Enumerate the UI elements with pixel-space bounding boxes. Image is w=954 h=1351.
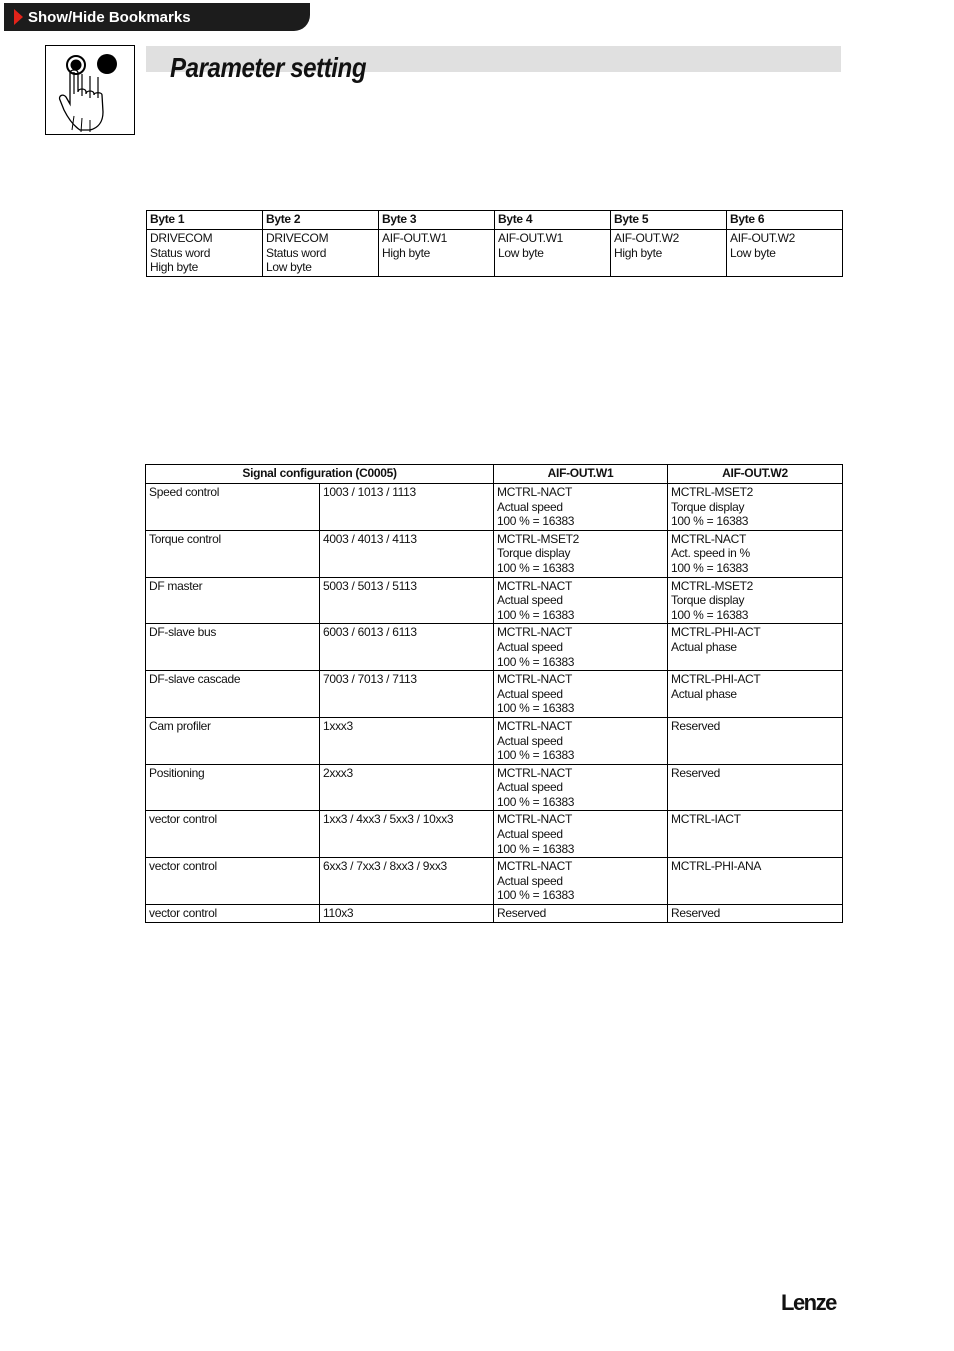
table-cell: MCTRL-NACT Actual speed 100 % = 16383: [494, 624, 668, 671]
table-cell: 6xx3 / 7xx3 / 8xx3 / 9xx3: [320, 858, 494, 905]
table-cell: DRIVECOM Status word High byte: [147, 230, 263, 277]
table-cell: MCTRL-MSET2 Torque display 100 % = 16383: [494, 530, 668, 577]
table-cell: MCTRL-PHI-ACT Actual phase: [668, 624, 843, 671]
table-cell: Torque control: [146, 530, 320, 577]
table-cell: MCTRL-NACT Actual speed 100 % = 16383: [494, 671, 668, 718]
table-row: [146, 764, 843, 811]
table-cell: Cam profiler: [146, 717, 320, 764]
table-cell: 2xxx3: [320, 764, 494, 811]
column-header: AIF-OUT.W1: [494, 465, 668, 484]
table-cell: MCTRL-NACT Act. speed in % 100 % = 16383: [668, 530, 843, 577]
bookmarks-label: Show/Hide Bookmarks: [28, 8, 191, 26]
table-row: [146, 484, 843, 531]
hand-pointing-icon: [45, 45, 135, 135]
table-cell: Reserved: [494, 905, 668, 923]
table-cell: MCTRL-PHI-ANA: [668, 858, 843, 905]
signal-configuration-table: [145, 464, 843, 923]
column-header: Byte 3: [379, 211, 495, 230]
table-row: [147, 230, 843, 277]
table-cell: DRIVECOM Status word Low byte: [263, 230, 379, 277]
table-cell: MCTRL-NACT Actual speed 100 % = 16383: [494, 764, 668, 811]
column-header: AIF-OUT.W2: [668, 465, 843, 484]
table-cell: Positioning: [146, 764, 320, 811]
table-cell: DF master: [146, 577, 320, 624]
table-row: [146, 530, 843, 577]
table-cell: MCTRL-NACT Actual speed 100 % = 16383: [494, 717, 668, 764]
lenze-logo: Lenze: [781, 1290, 836, 1315]
byte-table: [146, 210, 843, 277]
table-row: [146, 717, 843, 764]
table-cell: Speed control: [146, 484, 320, 531]
table-row: [146, 905, 843, 923]
column-header: Signal configuration (C0005): [146, 465, 494, 484]
table-cell: 5003 / 5013 / 5113: [320, 577, 494, 624]
show-hide-bookmarks-button[interactable]: [4, 3, 310, 31]
table-cell: 1003 / 1013 / 1113: [320, 484, 494, 531]
table-cell: Reserved: [668, 764, 843, 811]
table-cell: MCTRL-IACT: [668, 811, 843, 858]
table-cell: AIF-OUT.W1 High byte: [379, 230, 495, 277]
table-cell: DF-slave cascade: [146, 671, 320, 718]
column-header: Byte 4: [495, 211, 611, 230]
table-cell: vector control: [146, 858, 320, 905]
triangle-right-icon: [14, 9, 23, 25]
table-cell: AIF-OUT.W2 High byte: [611, 230, 727, 277]
column-header: Byte 5: [611, 211, 727, 230]
table-cell: MCTRL-NACT Actual speed 100 % = 16383: [494, 484, 668, 531]
table-cell: 7003 / 7013 / 7113: [320, 671, 494, 718]
table-cell: AIF-OUT.W2 Low byte: [727, 230, 843, 277]
table-cell: 110x3: [320, 905, 494, 923]
table-cell: AIF-OUT.W1 Low byte: [495, 230, 611, 277]
table-row: [146, 671, 843, 718]
page-title: Parameter setting: [170, 52, 367, 83]
table-cell: 6003 / 6013 / 6113: [320, 624, 494, 671]
column-header: Byte 6: [727, 211, 843, 230]
table-cell: MCTRL-NACT Actual speed 100 % = 16383: [494, 577, 668, 624]
table-row: [146, 577, 843, 624]
table-cell: MCTRL-NACT Actual speed 100 % = 16383: [494, 811, 668, 858]
table-cell: MCTRL-MSET2 Torque display 100 % = 16383: [668, 484, 843, 531]
table-cell: Reserved: [668, 905, 843, 923]
table-cell: DF-slave bus: [146, 624, 320, 671]
table-cell: MCTRL-MSET2 Torque display 100 % = 16383: [668, 577, 843, 624]
table-cell: vector control: [146, 811, 320, 858]
table-header-row: [147, 211, 843, 230]
table-header-row: [146, 465, 843, 484]
column-header: Byte 2: [263, 211, 379, 230]
table-cell: MCTRL-NACT Actual speed 100 % = 16383: [494, 858, 668, 905]
table-cell: MCTRL-PHI-ACT Actual phase: [668, 671, 843, 718]
table-cell: 4003 / 4013 / 4113: [320, 530, 494, 577]
table-cell: Reserved: [668, 717, 843, 764]
table-cell: 1xx3 / 4xx3 / 5xx3 / 10xx3: [320, 811, 494, 858]
table-row: [146, 858, 843, 905]
column-header: Byte 1: [147, 211, 263, 230]
table-row: [146, 811, 843, 858]
table-cell: 1xxx3: [320, 717, 494, 764]
table-row: [146, 624, 843, 671]
table-cell: vector control: [146, 905, 320, 923]
